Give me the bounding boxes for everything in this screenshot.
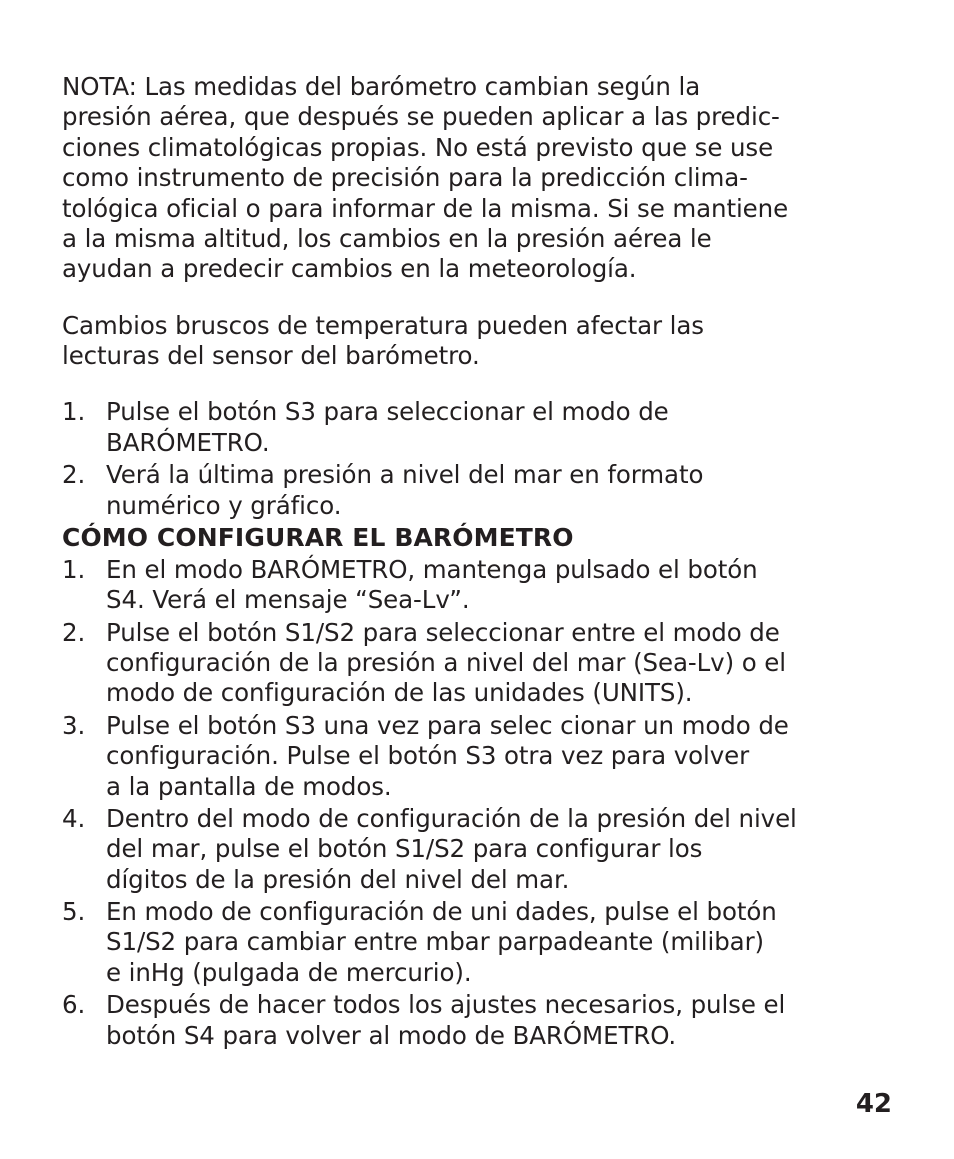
list-item-line: Dentro del modo de configuración de la presión del nivel	[106, 803, 797, 833]
list-item-text	[106, 711, 892, 802]
list-item-line: Pulse el botón S3 para seleccionar el modo de	[106, 397, 669, 427]
list-item-text	[106, 397, 892, 458]
note-line: tológica oficial o para informar de la misma. Si se mantiene	[62, 193, 789, 223]
list-item-line: Verá la última presión a nivel del mar en formato	[106, 460, 704, 490]
list-item-line: botón S4 para volver al modo de BARÓMETRO.	[106, 1020, 677, 1050]
list-item-line: e inHg (pulgada de mercurio).	[106, 957, 472, 987]
list-item-line: configuración. Pulse el botón S3 otra vez para volver	[106, 741, 750, 771]
note-line: presión aérea, que después se pueden aplicar a las predic-	[62, 102, 780, 132]
list-item	[62, 397, 892, 458]
list-item-line: Pulse el botón S3 una vez para selec cionar un modo de	[106, 710, 789, 740]
list-item-number: 6.	[62, 990, 86, 1020]
list-item-text	[106, 618, 892, 709]
section-heading: CÓMO CONFIGURAR EL BARÓMETRO	[62, 522, 574, 552]
list-item-text	[106, 460, 892, 521]
list-item	[62, 897, 892, 988]
list-item-text	[106, 990, 892, 1051]
list-item	[62, 555, 892, 616]
note-line: ciones climatológicas propias. No está previsto que se use	[62, 132, 774, 162]
list-item-number: 4.	[62, 803, 86, 833]
list-item-number: 1.	[62, 554, 86, 584]
list-item-line: En modo de configuración de uni dades, pulse el botón	[106, 897, 777, 926]
list-item	[62, 990, 892, 1051]
list-item	[62, 618, 892, 709]
page-number: 42	[855, 1089, 892, 1119]
list-item-line: del mar, pulse el botón S1/S2 para configurar los	[106, 834, 703, 864]
list-item-number: 3.	[62, 710, 86, 740]
temperature-line: Cambios bruscos de temperatura pueden afectar las	[62, 310, 704, 340]
list-item-line: Pulse el botón S1/S2 para seleccionar entre el modo de	[106, 617, 780, 647]
list-item-text	[106, 804, 892, 895]
list-item-number: 2.	[62, 617, 86, 647]
barometer-setup-list	[62, 555, 892, 1051]
list-item-line: modo de configuración de las unidades (UNITS).	[106, 678, 693, 708]
note-line: como instrumento de precisión para la predicción clima-	[62, 163, 748, 193]
note-line: a la misma altitud, los cambios en la presión aérea le	[62, 223, 712, 253]
list-item	[62, 711, 892, 802]
list-item-line: En el modo BARÓMETRO, mantenga pulsado el botón	[106, 554, 758, 584]
temperature-paragraph	[62, 311, 892, 372]
list-item-number: 5.	[62, 897, 86, 926]
temperature-line: lecturas del sensor del barómetro.	[62, 341, 480, 370]
list-item-line: Después de hacer todos los ajustes necesarios, pulse el	[106, 990, 786, 1020]
note-line: ayudan a predecir cambios en la meteorología.	[62, 254, 637, 284]
list-item-text	[106, 897, 892, 988]
list-item-number: 2.	[62, 460, 86, 490]
list-item-line: numérico y gráfico.	[106, 490, 342, 520]
note-paragraph	[62, 72, 892, 285]
list-item	[62, 804, 892, 895]
list-item-line: S1/S2 para cambiar entre mbar parpadeante (milibar)	[106, 927, 765, 957]
list-item-line: dígitos de la presión del nivel del mar.	[106, 864, 570, 894]
list-item-line: configuración de la presión a nivel del mar (Sea-Lv) o el	[106, 648, 786, 677]
note-line: NOTA: Las medidas del barómetro cambian según la	[62, 72, 701, 101]
list-item-line: BARÓMETRO.	[106, 427, 270, 457]
list-item-line: a la pantalla de modos.	[106, 771, 392, 801]
list-item-line: S4. Verá el mensaje “Sea-Lv”.	[106, 585, 470, 615]
list-item	[62, 460, 892, 521]
barometer-steps-list	[62, 397, 892, 521]
list-item-number: 1.	[62, 397, 86, 427]
list-item-text	[106, 555, 892, 616]
